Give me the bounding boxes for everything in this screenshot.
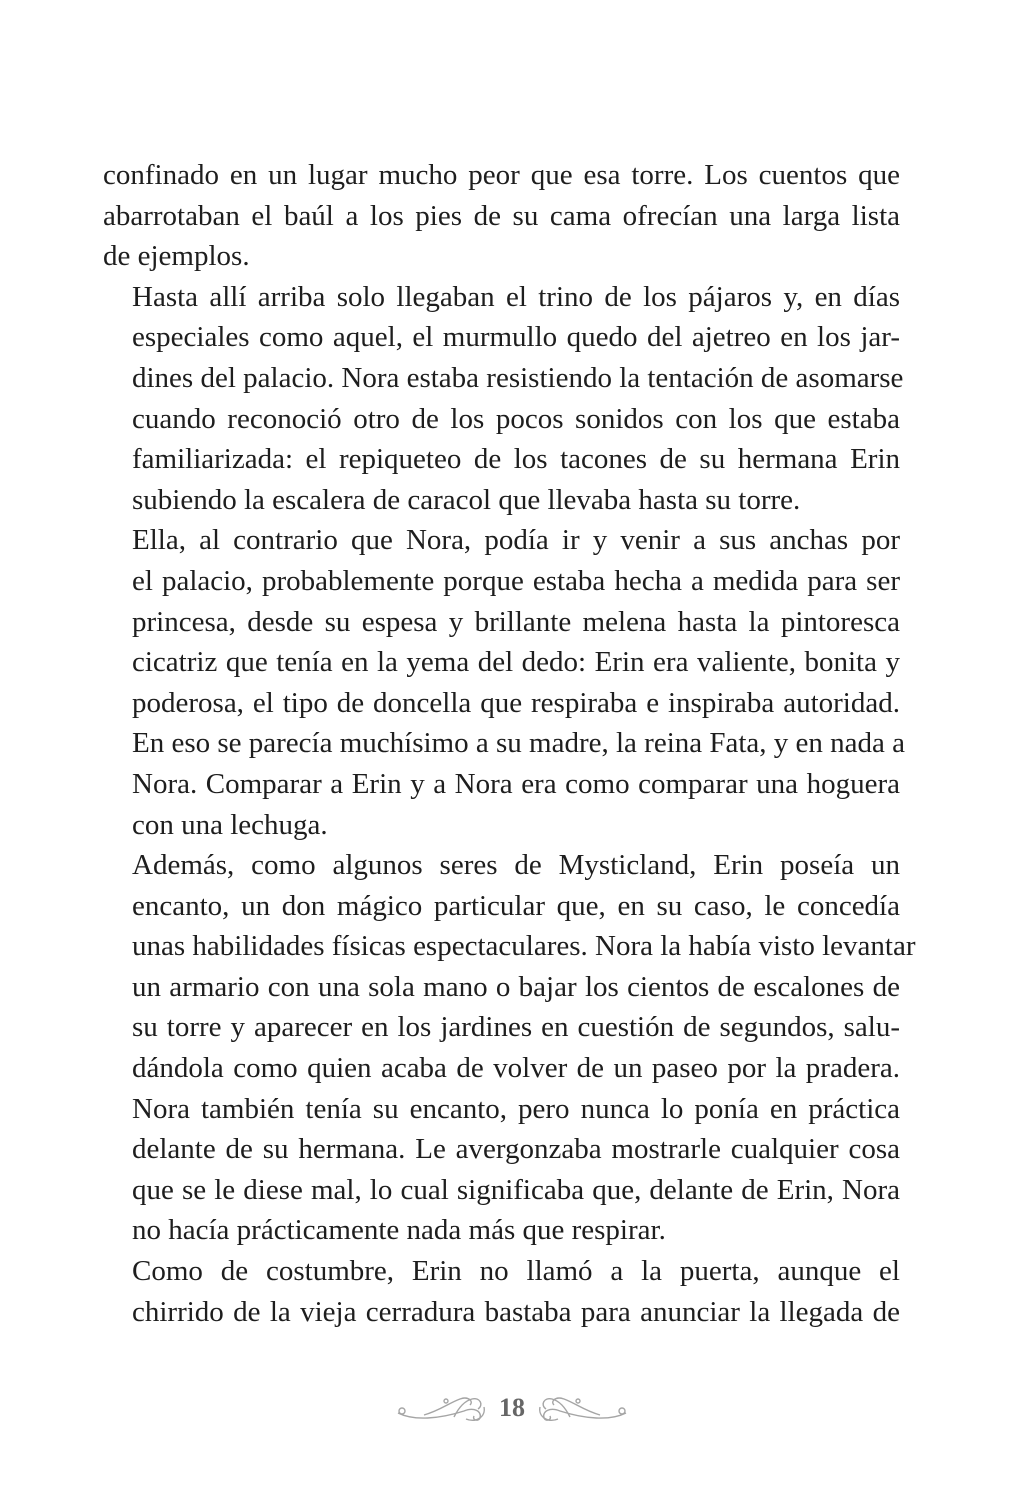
text-line: un armario con una sola mano o bajar los cientos de escalones de <box>132 970 900 1003</box>
text-line: Ella, al contrario que Nora, podía ir y venir a sus anchas por <box>132 524 900 557</box>
text-line: Como de costumbre, Erin no llamó a la puerta, aunque el <box>132 1255 900 1288</box>
text-line: el palacio, probablemente porque estaba hecha a medida para ser <box>132 564 900 597</box>
text-line: Hasta allí arriba solo llegaban el trino de los pájaros y, en días <box>132 280 900 313</box>
page-body <box>103 155 916 1332</box>
text-line: En eso se parecía muchísimo a su madre, la reina Fata, y en nada a <box>132 727 906 760</box>
text-line: familiarizada: el repiqueteo de los tacones de su hermana Erin <box>132 443 900 476</box>
paragraph <box>103 845 916 1251</box>
text-line: cuando reconoció otro de los pocos sonidos con los que estaba <box>132 402 900 435</box>
text-line: dándola como quien acaba de volver de un paseo por la pradera. <box>132 1052 900 1085</box>
text-line: confinado en un lugar mucho peor que esa torre. Los cuentos que <box>103 159 900 191</box>
text-line: Nora también tenía su encanto, pero nunca lo ponía en práctica <box>132 1092 900 1125</box>
text-line: con una lechuga. <box>132 808 328 841</box>
paragraph <box>103 155 900 277</box>
paragraph <box>103 520 906 845</box>
text-line: cicatriz que tenía en la yema del dedo: Erin era valiente, bonita y <box>132 646 900 679</box>
text-line: dines del palacio. Nora estaba resistiendo la tentación de asomarse <box>132 361 904 394</box>
flourish-right-icon <box>535 1391 630 1425</box>
flourish-left-icon <box>394 1391 489 1425</box>
text-line: poderosa, el tipo de doncella que respiraba e inspiraba autoridad. <box>132 686 900 719</box>
page-number: 18 <box>499 1393 525 1422</box>
text-line: delante de su hermana. Le avergonzaba mostrarle cualquier cosa <box>132 1133 900 1166</box>
text-line: que se le diese mal, lo cual significaba que, delante de Erin, Nora <box>132 1173 900 1206</box>
text-line: unas habilidades físicas espectaculares. Nora la había visto levantar <box>132 930 916 963</box>
text-line: princesa, desde su espesa y brillante melena hasta la pintoresca <box>132 605 900 638</box>
text-line: de ejemplos. <box>103 240 250 273</box>
text-line: chirrido de la vieja cerradura bastaba para anunciar la llegada de <box>132 1295 900 1328</box>
paragraph <box>103 1251 900 1332</box>
text-line: encanto, un don mágico particular que, en su caso, le concedía <box>132 889 900 922</box>
paragraph <box>103 277 904 521</box>
text-line: su torre y aparecer en los jardines en cuestión de segundos, salu- <box>132 1011 900 1044</box>
text-line: especiales como aquel, el murmullo quedo del ajetreo en los jar- <box>132 321 900 354</box>
text-line: no hacía prácticamente nada más que respirar. <box>132 1214 666 1247</box>
text-line: abarrotaban el baúl a los pies de su cama ofrecían una larga lista <box>103 199 900 232</box>
text-line: subiendo la escalera de caracol que llevaba hasta su torre. <box>132 483 801 516</box>
page-footer <box>0 1388 1024 1428</box>
text-line: Además, como algunos seres de Mysticland, Erin poseía un <box>132 849 900 882</box>
text-line: Nora. Comparar a Erin y a Nora era como comparar una hoguera <box>132 767 900 800</box>
